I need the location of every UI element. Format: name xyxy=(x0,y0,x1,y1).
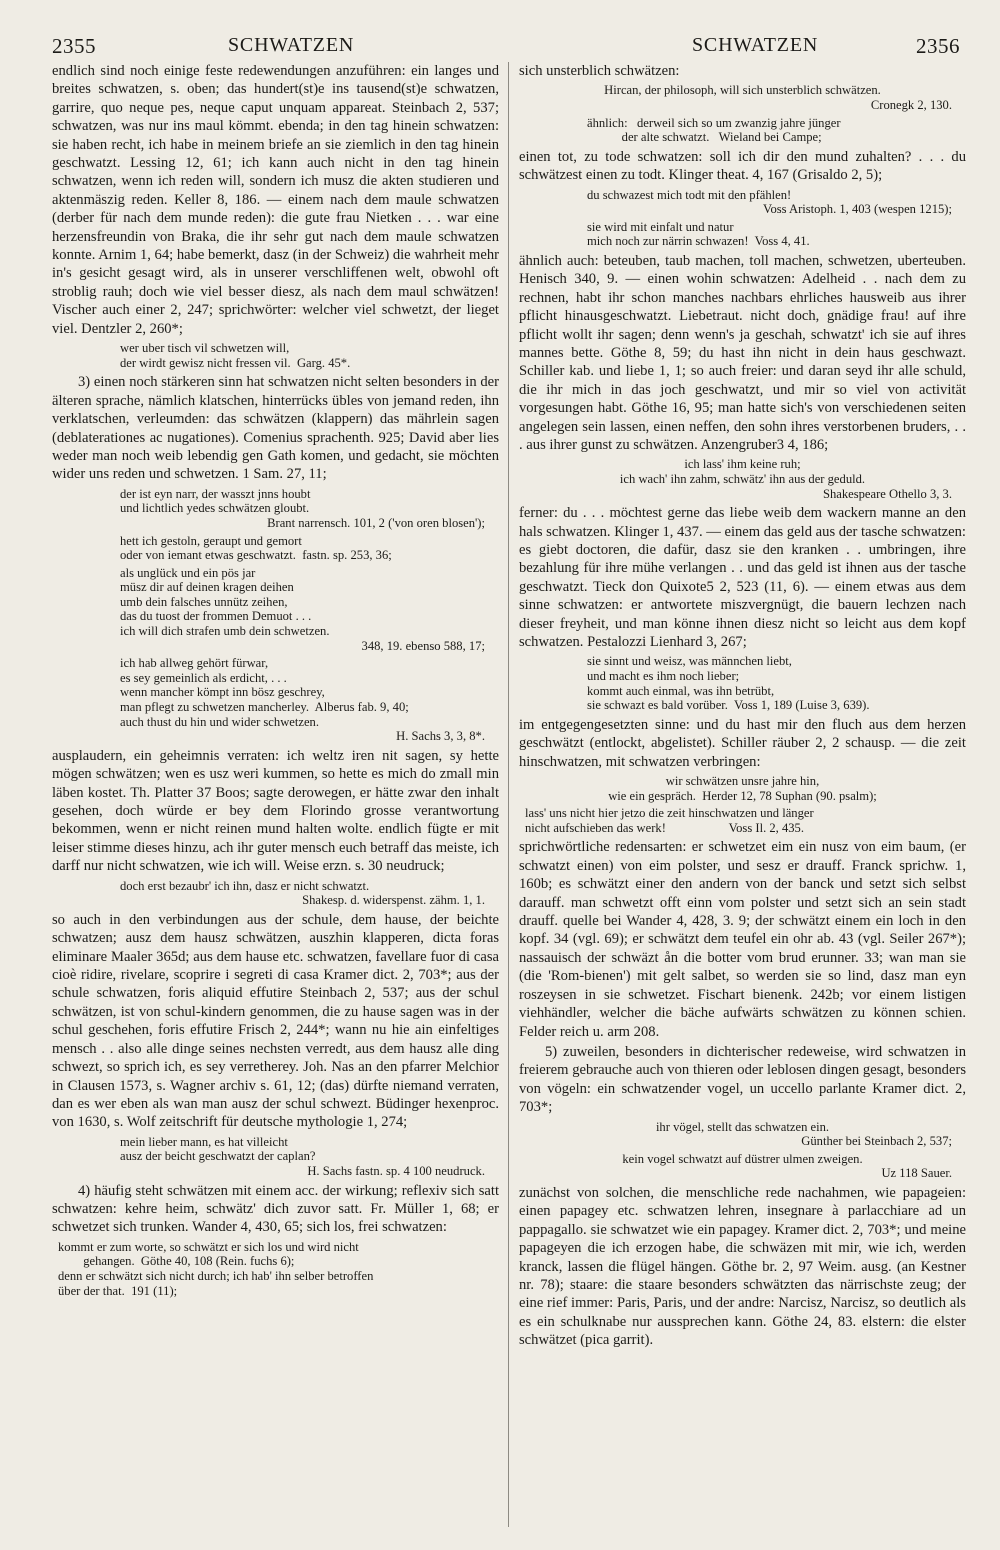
quotation-source: Shakesp. d. widerspenst. zähm. 1, 1. xyxy=(302,893,485,908)
quotation-text: ihr vögel, stellt das schwatzen ein. xyxy=(655,1119,830,1134)
quotation-source: Uz 118 Sauer. xyxy=(881,1166,952,1181)
entry-paragraph: ausplaudern, ein geheimnis verraten: ich weltz iren nit sagen, sy hette mögen schwätzen; wen es usz weri kummen, so hette es mich do zmall min läben kostet. Th. Platter 37 Boos; sagte derowegen, er hätte zwar den inhalt gesehen, doch würde er bey dem Florindo grosse verantwortung bekommen, wenn er nicht reinen mund halten wolte. endlich fügte er mit leiser stimme dieses hinzu, ach ihr guter mensch euch betraff das meiste, ich darff nur nicht schwatzen, wie ich will. Weise erzn. s. 30 neudruck; xyxy=(52,747,499,875)
entry-paragraph: einen tot, zu tode schwatzen: soll ich dir den mund zuhalten? . . . du schwätzest einen zu todt. Klinger theat. 4, 167 (Grisaldo 2, 5); xyxy=(519,148,966,184)
quotation-text: kommt er zum worte, so schwätzt er sich los und wird nicht gehangen. Göthe 40, 108 (Rein. fuchs 6); denn er schwätzt sich nicht durch; ich hab' ihn selber betroffen über der that. 191 (11); xyxy=(58,1239,374,1298)
quotation-text: ähnlich: derweil sich so um zwanzig jahre jünger der alte schwatzt. Wieland bei Campe; xyxy=(587,115,841,145)
verse-quotation xyxy=(519,654,966,712)
left-column xyxy=(52,62,499,1527)
quotation-source: H. Sachs fastn. sp. 4 100 neudruck. xyxy=(307,1163,485,1178)
entry-paragraph: 5) zuweilen, besonders in dichterischer redeweise, wird schwatzen in freierem gebrauche auch von thieren oder leblosen dingen gesagt, besonders von vögeln: ein schwatzender vogel, un uccello parlante Kramer dict. 2, 703*; xyxy=(519,1043,966,1116)
entry-paragraph: so auch in den verbindungen aus der schule, dem hause, der beichte schwatzen; ausz dem hausz schwätzen, auszhin klapperen, dicta foras eliminare Maaler 365d; aus dem hause etc. schwatzen, favellare fuor di casa cioè ridire, rivelare, scoprire i segreti di casa Kramer dict. 2, 703*; aus der schule schwatzen, foris aliquid effutire Steinbach 2, 537; aus der schul schwätzen, ist von schul-kindern genommen, die zu hause sagen was in der schul geschehen, foris effutire Frisch 2, 244*; wann nu hie ain einfeltiges mensch . . also alle dinge seines nechsten verredt, aus dem hausz alle ding schwezt, so sprich ich, es sey verretherey. Joh. Nas an den pfarrer Melchior in Clausen 1573, s. Wagner archiv s. 61, 12; (das) dürfte niemand verraten, dan es wer eben als wan man ausz der schul schwezt. Büdinger hexenproc. von 1630, s. Wolf zeitschrift für deutsche mythologie 1, 274; xyxy=(52,911,499,1131)
verse-quotation xyxy=(52,879,499,908)
verse-quotation xyxy=(519,1120,966,1149)
verse-quotation xyxy=(519,774,966,803)
quotation-text: hett ich gestoln, geraupt und gemort oder von iemant etwas geschwatzt. fastn. sp. 253, 36; xyxy=(120,533,392,563)
quotation-text: ich lass' ihm keine ruh; ich wach' ihn zahm, schwätz' ihn aus der geduld. xyxy=(619,457,866,487)
quotation-text: lass' uns nicht hier jetzo die zeit hinschwatzen und länger nicht aufschieben das werk! Voss Il. 2, 435. xyxy=(525,806,814,835)
entry-paragraph: ferner: du . . . möchtest gerne das liebe weib dem wackern manne an den hals schwatzen. Klinger 1, 437. — einem das geld aus der tasche schwatzen: es giebt doctoren, die dafür, dasz sie den kranken . . umbringen, ihre bezahlung für ihre mühe verlangen . . und das geld ist ihnen aus der tasche geschwatzt. Tieck don Quixote5 2, 523 (11, 6). — einem etwas aus dem sinne schwatzen: er antwortete miszvergnügt, die bauern lechzen nach dieser freyheit, und man könne ihnen diesz nicht so leicht aus dem kopf schwatzen. Pestalozzi Lienhard 3, 267; xyxy=(519,505,966,651)
verse-quotation xyxy=(52,566,499,654)
verse-quotation xyxy=(52,1240,499,1298)
verse-quotation xyxy=(52,487,499,531)
column-divider xyxy=(508,62,509,1527)
quotation-text: wir schwätzen unsre jahre hin, wie ein gespräch. Herder 12, 78 Suphan (90. psalm); xyxy=(608,774,877,803)
headword-left: SCHWATZEN xyxy=(228,34,355,56)
quotation-source: H. Sachs 3, 3, 8*. xyxy=(396,729,485,744)
verse-quotation xyxy=(519,116,966,145)
verse-quotation xyxy=(52,1135,499,1179)
quotation-text: sie sinnt und weisz, was männchen liebt, und macht es ihm noch lieber; kommt auch einmal, was ihn betrübt, sie schwazt es bald vorüber. Voss 1, 189 (Luise 3, 639). xyxy=(587,654,870,713)
page-number-left: 2355 xyxy=(52,34,96,58)
quotation-text: der ist eyn narr, der wasszt jnns houbt und lichtlich yedes schwätzen gloubt. xyxy=(120,486,311,516)
quotation-text: kein vogel schwatzt auf düstrer ulmen zweigen. xyxy=(622,1151,863,1166)
quotation-text: doch erst bezaubr' ich ihn, dasz er nicht schwatzt. xyxy=(120,878,370,893)
entry-paragraph: sprichwörtliche redensarten: er schwetzet eim ein nusz von eim baum, (er schwatzt einen) von eim polster, und sesz er drauff. Franck sprichw. 1, 160b; es schwätzt einer den andern von der banck und setzt sich selbst darauff. man schwetzt offt einn vom polster und setzt sich an sein stadt drauff. quelle bei Wander 4, 428, 3. 9; der schwätzt einem ein loch in den kopf. 34 (vgl. 69); er schwätzt dem teufel ein ohr ab. 43 (vgl. Seiler 267*); nassauisch der schwäzt ån die botter vom brud erunner. 33; wan man sie (die 'Rom-bienen') mit gelt salbet, so werden sie so lind, dasz man eyn roszeysen in sie schwetzet. Fischart bienenk. 242b; vor einem listigen viehhändler, welcher die bäche aufwärts schwätzen zu können schien. Felder reich u. arm 208. xyxy=(519,839,966,1040)
quotation-text: als unglück und ein pös jar müsz dir auf deinen kragen deihen umb dein falsches unnütz zeihen, das du tuost der frommen Demuot . . . ich will dich strafen umb dein schwetzen. xyxy=(120,565,330,639)
quotation-source: Voss Aristoph. 1, 403 (wespen 1215); xyxy=(762,202,952,217)
verse-quotation xyxy=(519,806,966,835)
entry-paragraph: endlich sind noch einige feste redewendungen anzuführen: ein langes und breites schwatzen, s. oben; das hundert(st)e ins tausend(st)e schwatzen, garrire, quo neque pes, neque caput unquam appareat. Steinbach 2, 537; schwatzen, was nur ins maul kömmt. ebenda; in den tag hinein schwatzen: sie haben recht, ich habe in meinem briefe an sie ziemlich in den tag hinein geschwatzt. Lessing 12, 61; ich kann auch nicht in den tag hinein schwatzen, wenn ich reden will, sondern ich musz die akten studieren und aktenmäszig reden. Keller 8, 186. — einem nach dem maule schwatzen (derber für nach dem munde reden): die gute frau Nietken . . . war eine herzensfreundin von Braka, die ihr sehr gut nach dem maule schwatzen konnte. Arnim 1, 64; habe bemerkt, dasz (in der Schweiz) die wahrheit mehr in's gesicht gesagt wird, als in unserer verschliffenen welt, obwohl oft stroblig rauh; doch wie viel besser diesz, als nach dem maul schwätzen! Vischer auch einer 2, 247; sprichwörter: welcher viel schwetzt, der lieget viel. Dentzler 2, 260*; xyxy=(52,63,499,337)
quotation-source: Cronegk 2, 130. xyxy=(870,98,952,112)
entry-paragraph: sich unsterblich schwätzen: xyxy=(519,63,680,79)
entry-paragraph: zunächst von solchen, die menschliche rede nachahmen, wie papageien: einen papagey etc. schwatzen lehren, insegnare à parlacchiare ad un pappagallo. sie schwatzet wie ein papagey. Kramer dict. 2, 703*; und meine papageyen die ich erzogen habe, die schwäzen mit mir, wie ich, werden kranck, lassen die flügel hängen. Göthe br. 2, 97 Weim. ausg. (an Kestner nr. 78); staare: die staare besonders schwätzten das närrischste zeug; der eine rief immer: Paris, Paris, und der andre: Narcisz, Narcisz, so deutlich als es ein schulknabe nur aussprechen kann. Göthe 24, 83. elstern: die elster schwätzet (pica garrit). xyxy=(519,1184,966,1349)
entry-paragraph: ähnlich auch: beteuben, taub machen, toll machen, schwetzen, uberteuben. Henisch 340, 9. — einen wohin schwatzen: Adelheid . . nach dem zu rechnen, habt ihr schon manches nachbars ehrliches hausweib aus ihrer pflicht hinausgeschwatzt. Liebetraut. nicht doch, gnädige frau! auf ihre pflicht wollt ihr sagen; denn wenn's ja geschah, schwatzt' ich sie auf ihres mannes bette. Göthe 8, 59; du hast ihn nicht in dein haus geschwazt. Schiller kab. und liebe 1, 1; so auch freier: und daran seyd ihr alle schuld, die ihr mich in das joch geschwatzt, und mir so viel von activität vorgesungen habt. Göthe 16, 95; man hatte sich's von verschiedenen seiten angelegen sein lassen, einen neffen, den sohn ihres verstorbenen bruders, . . . aus ihrer gunst zu schwätzen. Anzengruber3 4, 186; xyxy=(519,252,966,454)
quotation-text: Hircan, der philosoph, will sich unsterblich schwätzen. xyxy=(604,83,881,98)
verse-quotation xyxy=(52,656,499,744)
quotation-source: 348, 19. ebenso 588, 17; xyxy=(361,638,485,653)
quotation-text: mein lieber mann, es hat villeicht ausz der beicht geschwatzt der caplan? xyxy=(120,1134,316,1164)
headword-right: SCHWATZEN xyxy=(692,34,819,56)
entry-paragraph: im entgegengesetzten sinne: und du hast mir den fluch aus dem herzen geschwätzt (entlockt, abgelistet). Schiller räuber 2, 2 schausp. — die zeit hinschwatzen, mit schwatzen verbringen: xyxy=(519,716,966,770)
verse-quotation xyxy=(52,534,499,563)
entry-paragraph: 4) häufig steht schwätzen mit einem acc. der wirkung; reflexiv sich satt schwatzen: kehre heim, schwätz' dich zuvor satt. Fr. Müller 1, 68; er schwetzet sich trunken. Wander 4, 430, 65; sich los, frei schwatzen: xyxy=(52,1182,499,1236)
quotation-text: sie wird mit einfalt und natur mich noch zur närrin schwazen! Voss 4, 41. xyxy=(587,219,810,249)
verse-quotation xyxy=(519,220,966,249)
quotation-source: Brant narrensch. 101, 2 ('von oren blosen'); xyxy=(267,515,485,530)
quotation-source: Günther bei Steinbach 2, 537; xyxy=(801,1134,952,1149)
running-header xyxy=(0,28,1000,64)
quotation-text: ich hab allweg gehört fürwar, es sey gemeinlich als erdicht, . . . wenn mancher kömpt inn bösz geschrey, man pflegt zu schwetzen mancherley. Alberus fab. 9, 40; auch thust du hin und wider schwetzen. xyxy=(120,656,409,729)
verse-quotation xyxy=(52,341,499,370)
right-column xyxy=(519,62,966,1527)
verse-quotation xyxy=(519,1152,966,1181)
quotation-text: wer uber tisch vil schwetzen will, der wirdt gewisz nicht fressen vil. Garg. 45*. xyxy=(120,341,351,370)
verse-quotation xyxy=(519,188,966,217)
entry-paragraph: 3) einen noch stärkeren sinn hat schwatzen nicht selten besonders in der älteren sprache, nämlich klatschen, hinterrücks übles von jemand reden, ihn verklatschen, verleumden: das schwätzen (klappern) das mährlein sagen (deblaterationes ac nugationes). Comenius sprachenth. 925; David aber lies weder man noch weib lebendig gen Gath komen, und gedacht, sie möchten wider uns reden und schwetzen. 1 Sam. 27, 11; xyxy=(52,374,499,483)
verse-quotation xyxy=(519,457,966,501)
quotation-text: du schwazest mich todt mit den pfählen! xyxy=(587,187,792,202)
page-number-right: 2356 xyxy=(916,34,960,58)
verse-quotation xyxy=(519,83,966,112)
quotation-source: Shakespeare Othello 3, 3. xyxy=(822,486,952,501)
